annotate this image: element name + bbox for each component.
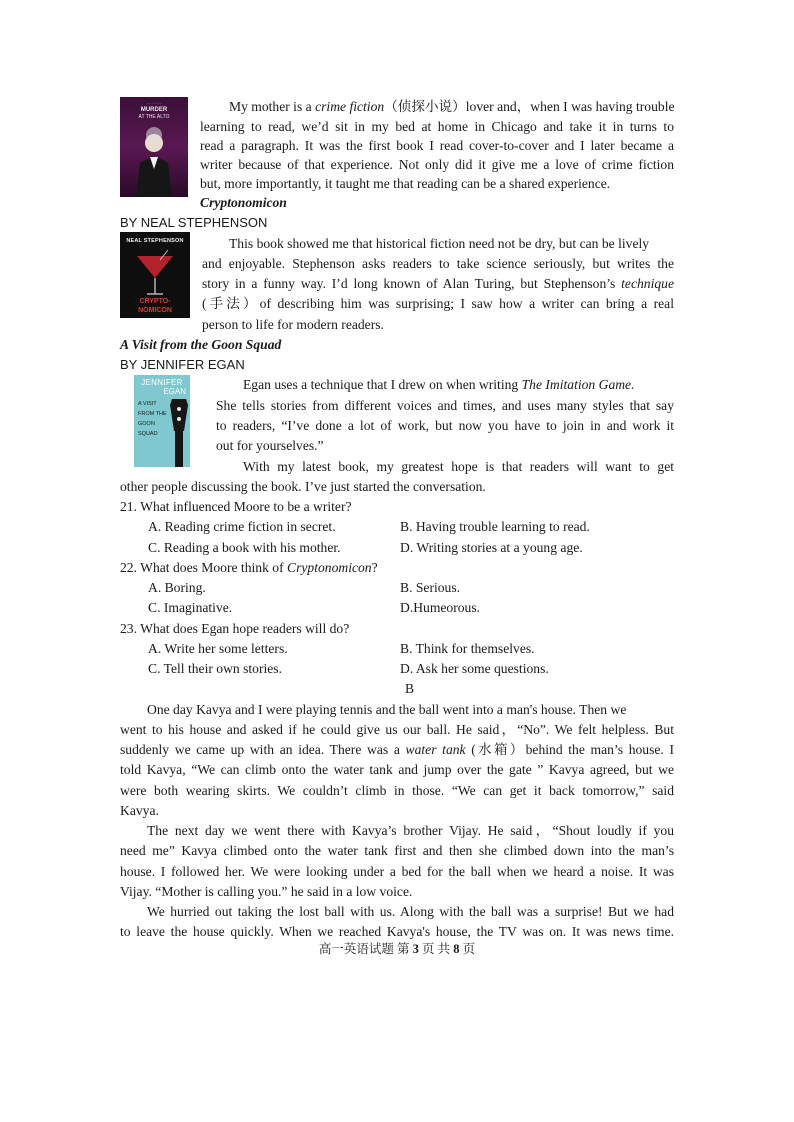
answer-option: A. Reading crime fiction in secret. — [148, 519, 336, 534]
answer-option: B. Having trouble learning to read. — [400, 519, 590, 534]
cocktail-glass-icon — [120, 232, 190, 318]
book-cover-murder: ··· ··· ··· MURDER AT THE ALTO — [120, 97, 188, 197]
paragraph-line: to readers, “I’ve done a lot of work, but now you have to join in and work it — [216, 418, 674, 433]
cover-author: EGAN — [163, 387, 186, 396]
text-run: （侦探小说）lover and，when I was having trouble — [384, 99, 675, 114]
paragraph-line: out for yourselves.” — [216, 438, 324, 453]
text-run: (水箱）behind the man’s house. I — [465, 742, 674, 757]
paragraph-line: were both wearing skirts. We couldn’t climb in those. “We can get it back tomorrow,” said — [120, 783, 674, 798]
paragraph-line: learning to read, we’d sit in my bed at home in Chicago and take it in turns to — [200, 119, 674, 134]
book-cover-goon-squad — [134, 375, 190, 467]
paragraph-line: This book showed me that historical fiction need not be dry, but can be lively — [229, 236, 650, 251]
paragraph-line: went to his house and asked if he could give us our ball. He said，“No”. We felt helpless. But — [120, 722, 674, 737]
paragraph-line: The next day we went there with Kavya’s brother Vijay. He said，“Shout loudly if you — [147, 823, 674, 838]
answer-option: D. Ask her some questions. — [400, 661, 549, 676]
paragraph-line: house. I followed her. We were looking under a bed for the ball when we heard a noise. It was — [120, 864, 674, 879]
text-run: 22. What does Moore think of — [120, 560, 288, 575]
section-heading: B — [405, 681, 415, 696]
cover-author: JENNIFER — [141, 378, 183, 387]
cover-title-line: AT THE ALTO — [138, 114, 170, 120]
paragraph-line — [202, 274, 674, 294]
page-number: 3 — [412, 942, 419, 956]
text-run: 页 — [459, 942, 476, 956]
page-total: 8 — [453, 942, 460, 956]
answer-option: D.Humeorous. — [400, 600, 481, 615]
book-byline: BY JENNIFER EGAN — [120, 357, 245, 372]
cover-title-line: MURDER — [140, 107, 168, 113]
paragraph-line: One day Kavya and I were playing tennis and the ball went into a man's house. Then we — [147, 702, 627, 717]
text-run-italic: crime fiction — [315, 99, 385, 114]
paragraph-line: and enjoyable. Stephenson asks readers to take science seriously, but writes the — [202, 256, 674, 271]
text-run: My mother is a — [229, 99, 316, 114]
cover-title-line: NOMICON — [138, 307, 172, 314]
paragraph-line: read a paragraph. It was the first book I read cover-to-cover and I later became a — [200, 138, 674, 153]
paragraph-line: (手法）of describing him was surprising; I saw how a writer can bring a real — [202, 296, 674, 311]
text-run: ? — [371, 560, 378, 575]
paragraph-line: Kavya. — [120, 803, 159, 818]
paragraph-line — [229, 97, 675, 117]
answer-option: A. Write her some letters. — [148, 641, 288, 656]
book-title: Cryptonomicon — [200, 195, 287, 210]
text-run-italic: water tank — [405, 742, 466, 757]
answer-option: C. Reading a book with his mother. — [148, 540, 341, 555]
paragraph-line: need me” Kavya climbed onto the water tank first and then she climbed down into the man’s — [120, 843, 674, 858]
answer-option: C. Imaginative. — [148, 600, 233, 615]
paragraph-line: She tells stories from different voices and times, and uses many styles that say — [216, 398, 674, 413]
text-run-italic: technique — [621, 276, 674, 291]
paragraph-line: told Kavya, “We can climb onto the water tank and jump over the gate ” Kavya agreed, but we — [120, 762, 674, 777]
cover-title-line: FROM THE — [138, 411, 167, 417]
paragraph-line — [243, 375, 635, 395]
answer-option: D. Writing stories at a young age. — [400, 540, 583, 555]
text-run: 高一英语试题 第 — [318, 942, 413, 956]
cover-title-line: SQUAD — [138, 431, 158, 437]
answer-option: B. Think for themselves. — [400, 641, 535, 656]
page-footer — [0, 940, 794, 958]
paragraph-line — [120, 740, 674, 760]
paragraph-line: With my latest book, my greatest hope is that readers will want to get — [243, 459, 674, 474]
paragraph-line: to leave the house quickly. When we reached Kavya's house, the TV was on. It was news time. — [120, 924, 674, 939]
cover-title-line: CRYPTO- — [139, 298, 171, 305]
question-stem — [120, 558, 378, 578]
answer-option: A. Boring. — [148, 580, 206, 595]
paragraph-line: but, more importantly, it taught me that reading can be a shared experience. — [200, 176, 611, 191]
question-stem: 23. What does Egan hope readers will do? — [120, 621, 350, 636]
cover-title-line: A VISIT — [138, 401, 157, 407]
text-run: suddenly we came up with an idea. There was a — [120, 742, 406, 757]
paragraph-line: other people discussing the book. I’ve just started the conversation. — [120, 479, 486, 494]
book-cover-cryptonomicon — [120, 232, 190, 318]
paragraph-line: Vijay. “Mother is calling you.” he said in a low voice. — [120, 884, 413, 899]
text-run: story in a funny way. I’d long known of Alan Turing, but Stephenson’s — [202, 276, 622, 291]
text-run-italic: Cryptonomicon — [287, 560, 372, 575]
book-title: A Visit from the Goon Squad — [120, 337, 282, 352]
question-stem: 21. What influenced Moore to be a writer? — [120, 499, 352, 514]
paragraph-line: writer because of that experience. Not only did it give me a love of crime fiction — [200, 157, 674, 172]
person-figure-icon — [120, 97, 188, 197]
guitar-icon — [134, 375, 190, 467]
paragraph-line: person to life for modern readers. — [202, 317, 384, 332]
answer-option: C. Tell their own stories. — [148, 661, 282, 676]
book-byline: BY NEAL STEPHENSON — [120, 215, 268, 230]
text-run-italic: The Imitation Game. — [521, 377, 635, 392]
text-run: Egan uses a technique that I drew on when writing — [243, 377, 522, 392]
cover-title-line: GOON — [138, 421, 155, 427]
text-run: 页 共 — [418, 942, 454, 956]
cover-author: NEAL STEPHENSON — [126, 238, 184, 244]
answer-option: B. Serious. — [400, 580, 461, 595]
paragraph-line: We hurried out taking the lost ball with us. Along with the ball was a surprise! But we had — [147, 904, 674, 919]
